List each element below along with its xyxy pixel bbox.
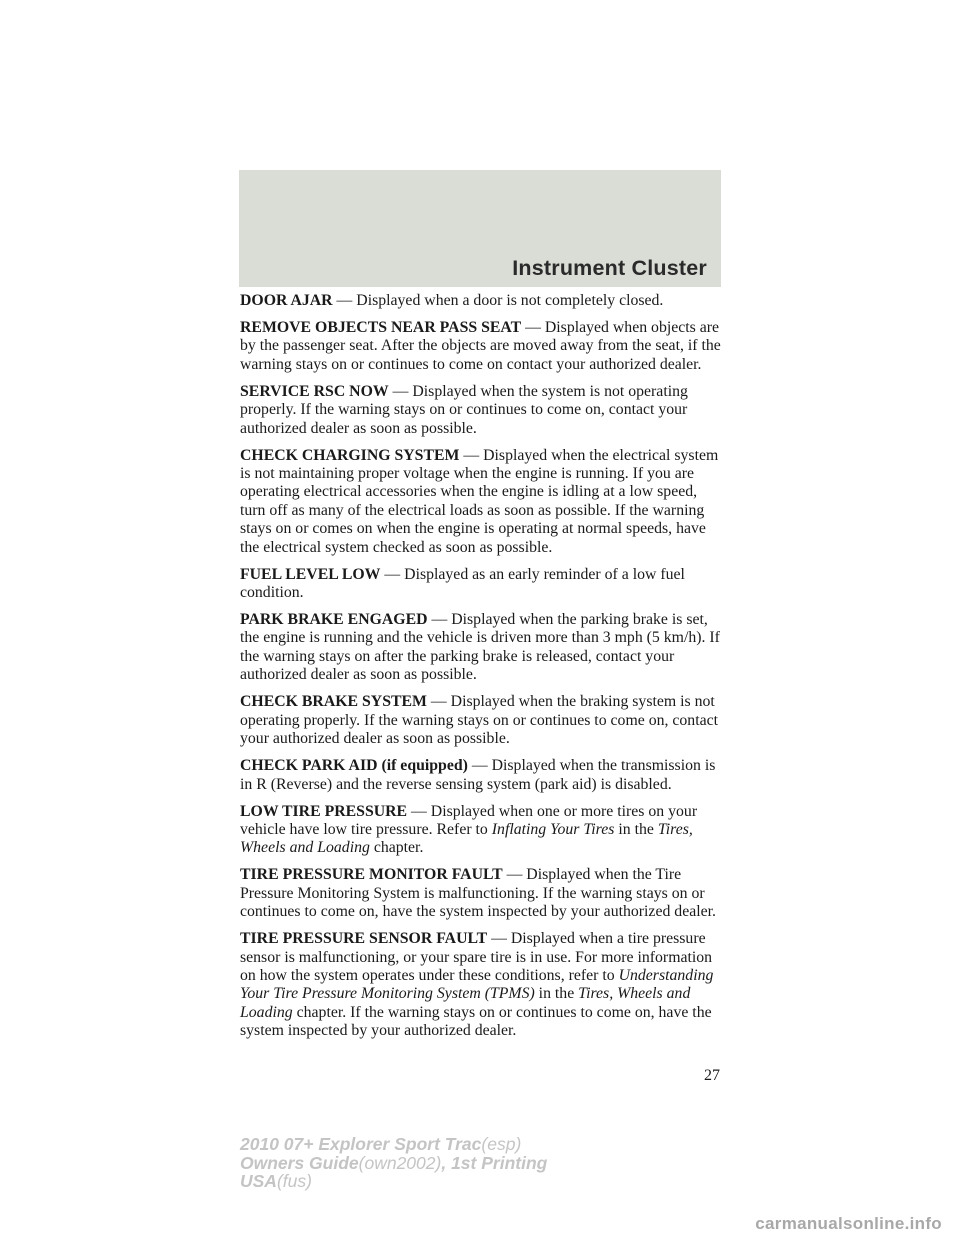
entry-description: — Displayed when the system is not operating properly. If the warning stays on or continues to come on, contact your authorized dealer as soon as possible. xyxy=(240,382,688,437)
entry-description: — Displayed when the braking system is not operating properly. If the warning stays on or continues to come on, contact your authorized dealer as soon as possible. xyxy=(240,693,719,748)
print-footer xyxy=(240,1135,760,1191)
entry-description: — Displayed when one or more tires on your vehicle have low tire pressure. Refer to xyxy=(240,802,698,838)
entry-tpms-fault xyxy=(240,866,721,921)
entry-term: PARK BRAKE ENGAGED xyxy=(240,611,428,629)
entry-description: chapter. xyxy=(369,839,424,857)
footer-line-market xyxy=(240,1172,760,1191)
entry-term: TIRE PRESSURE MONITOR FAULT xyxy=(240,866,503,884)
entry-door-ajar xyxy=(240,292,721,310)
section-title: Instrument Cluster xyxy=(512,256,707,280)
entry-description: in the xyxy=(614,820,658,838)
entry-term: LOW TIRE PRESSURE xyxy=(240,802,408,820)
footer-printing: , 1st Printing xyxy=(441,1152,548,1173)
entry-term: SERVICE RSC NOW xyxy=(240,382,389,400)
entry-description: — Displayed when the Tire Pressure Monitoring System is malfunctioning. If the warning stays on or continues to come on, have the system inspected by your authorized dealer. xyxy=(240,866,716,921)
entry-description: — Displayed as an early reminder of a low fuel condition. xyxy=(240,565,685,602)
warning-message-list xyxy=(240,292,721,1049)
entry-tire-sensor-fault xyxy=(240,930,721,1040)
section-reference: Inflating Your Tires xyxy=(491,820,615,838)
entry-description: — Displayed when the electrical system is not maintaining proper voltage when the engine is running. If you are operating electrical accessories when the engine is idling at a low speed, turn off as many of the electrical loads as soon as possible. If the warning stays on or comes on when the engine is operating at normal speeds, have the electrical system checked as soon as possible. xyxy=(240,446,719,556)
entry-low-tire-pressure xyxy=(240,803,721,858)
entry-check-park-aid xyxy=(240,757,721,794)
entry-term: DOOR AJAR xyxy=(240,292,333,309)
entry-term: CHECK PARK AID (if equipped) xyxy=(240,757,468,775)
entry-description: in the xyxy=(534,985,579,1003)
entry-remove-objects xyxy=(240,319,721,374)
watermark: carmanualsonline.info xyxy=(755,1214,942,1233)
entry-term: CHECK BRAKE SYSTEM xyxy=(240,693,427,711)
entry-description: — Displayed when the parking brake is set, the engine is running and the vehicle is driven more than 3 mph (5 km/h). If the warning stays on after the parking brake is released, contact your authorized dealer as soon as possible. xyxy=(240,611,720,684)
entry-description: chapter. If the warning stays on or continues to come on, have the system inspected by your authorized dealer. xyxy=(240,1003,712,1040)
footer-guide: Owners Guide xyxy=(240,1152,359,1173)
footer-model: 2010 07+ Explorer Sport Trac xyxy=(240,1134,482,1154)
entry-description: — Displayed when a tire pressure sensor is malfunctioning, or your spare tire is in use. For more information on how the system operates under these conditions, refer to xyxy=(240,930,713,984)
section-reference: Understanding Your Tire Pressure Monitoring System (TPMS) xyxy=(240,966,714,1003)
entry-term: CHECK CHARGING SYSTEM xyxy=(240,446,460,464)
entry-park-brake xyxy=(240,611,721,685)
chapter-reference: Tires, Wheels and Loading xyxy=(240,985,691,1021)
entry-term: REMOVE OBJECTS NEAR PASS SEAT xyxy=(240,319,522,336)
entry-description: — Displayed when a door is not completely closed. xyxy=(336,292,664,309)
entry-description: — Displayed when objects are by the passenger seat. After the objects are moved away from the seat, if the warning stays on or continues to come on contact your authorized dealer. xyxy=(240,319,721,373)
entry-service-rsc xyxy=(240,383,721,438)
entry-description: — Displayed when the transmission is in R (Reverse) and the reverse sensing system (park aid) is disabled. xyxy=(240,757,716,793)
footer-line-model xyxy=(240,1135,760,1154)
footer-line-guide xyxy=(240,1154,760,1173)
entry-check-charging xyxy=(240,447,721,557)
entry-fuel-level-low xyxy=(240,566,721,603)
footer-model-code: (esp) xyxy=(481,1134,522,1154)
footer-market-code: (fus) xyxy=(276,1171,312,1192)
entry-check-brake xyxy=(240,693,721,748)
chapter-reference: Tires, Wheels and Loading xyxy=(240,820,693,857)
footer-market: USA xyxy=(240,1171,277,1192)
entry-term: TIRE PRESSURE SENSOR FAULT xyxy=(240,930,488,948)
entry-term: FUEL LEVEL LOW xyxy=(240,565,381,583)
page-number: 27 xyxy=(704,1067,720,1084)
footer-guide-code: (own2002) xyxy=(358,1152,442,1173)
section-header-band xyxy=(239,170,721,287)
